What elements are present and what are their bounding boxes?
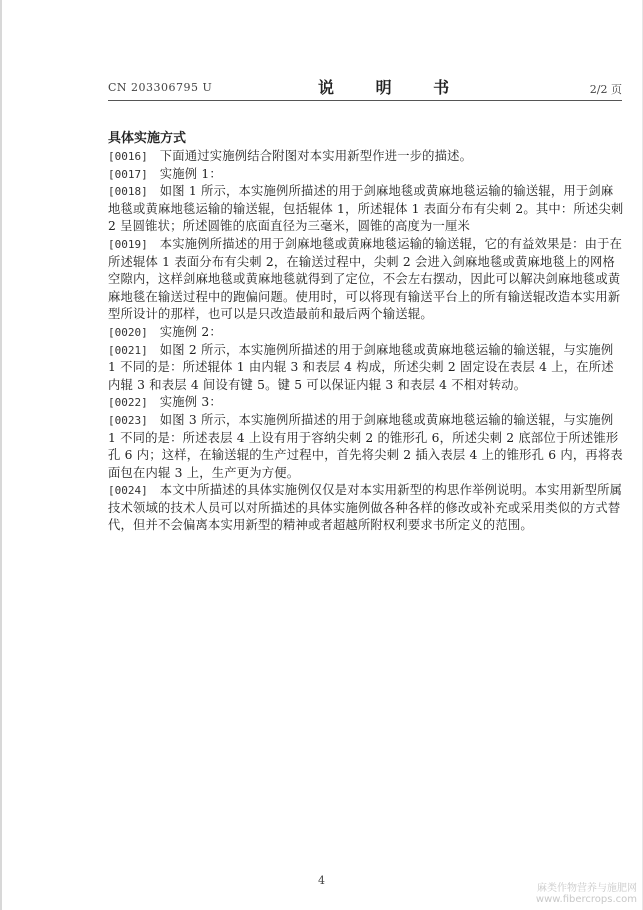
publication-number: CN 203306795 U — [108, 81, 213, 94]
paragraph-text: 实施例 1： — [159, 166, 222, 181]
document-body — [108, 148, 624, 535]
paragraph-text: 实施例 2： — [159, 324, 222, 339]
paragraph-text: 如图 1 所示，本实施例所描述的用于剑麻地毯或黄麻地毯运输的输送辊，用于剑麻地毯或黄麻地毯运输的输送辊，包括辊体 1，所述辊体 1 表面分布有尖刺 2。其中：所述尖刺 2 呈圆锥状；所述圆锥的底面直径为三毫米，圆锥的高度为一厘米 — [108, 184, 624, 234]
paragraph-0016 — [108, 148, 624, 166]
paragraph-text: 实施例 3： — [159, 395, 222, 410]
paragraph-0020 — [108, 324, 624, 342]
paragraph-0024 — [108, 482, 624, 535]
header-divider — [108, 100, 622, 101]
paragraph-text: 如图 2 所示，本实施例所描述的用于剑麻地毯或黄麻地毯运输的输送辊，与实施例 1 不同的是：所述辊体 1 由内辊 3 和表层 4 构成，所述尖刺 2 固定设在表层 4 上，在所述内辊 3 和表层 4 间设有键 5。键 5 可以保证内辊 3 和表层 4 不相对转动。 — [108, 342, 614, 392]
paragraph-number: [0018] — [108, 185, 148, 199]
paragraph-0022 — [108, 394, 624, 412]
paragraph-text: 本实施例所描述的用于剑麻地毯或黄麻地毯运输的输送辊，它的有益效果是：由于在所述辊体 1 表面分布有尖刺 2，在输送过程中，尖刺 2 会进入剑麻地毯或黄麻地毯上的网格空隙内，这样剑麻地毯或黄麻地毯就得到了定位，不会左右摆动，因此可以解决剑麻地毯或黄麻地毯在输送过程中的跑偏问题。使用时，可以将现有输送平台上的所有输送辊改造本实用新型所设计的那样，也可以是只改造最前和最后两个输送辊。 — [108, 236, 623, 322]
paragraph-number: [0022] — [108, 396, 148, 410]
paragraph-0023 — [108, 412, 624, 482]
page-header — [108, 75, 622, 99]
paragraph-number: [0016] — [108, 150, 148, 163]
watermark — [536, 883, 637, 905]
watermark-site-name: 麻类作物营养与施肥网 — [537, 883, 637, 894]
section-heading: 具体实施方式 — [108, 131, 187, 146]
paragraph-number: [0023] — [108, 413, 148, 427]
paragraph-text: 下面通过实施例结合附图对本实用新型作进一步的描述。 — [159, 149, 473, 163]
paragraph-number: [0021] — [108, 343, 148, 357]
document-title: 说 明 书 — [318, 78, 468, 97]
page-number: 4 — [318, 874, 325, 887]
paragraph-number: [0017] — [108, 167, 148, 181]
paragraph-0018 — [108, 183, 624, 236]
paragraph-number: [0020] — [108, 325, 148, 339]
paragraph-0017 — [108, 166, 624, 184]
paragraph-text: 本文中所描述的具体实施例仅仅是对本实用新型的构思作举例说明。本实用新型所属技术领域的技术人员可以对所描述的具体实施例做各种各样的修改或补充或采用类似的方式替代，但并不会偏离本实用新型的精神或者超越所附权利要求书所定义的范围。 — [108, 483, 623, 533]
watermark-url: www.fibercrops.com — [535, 894, 637, 905]
paragraph-number: [0019] — [108, 237, 148, 251]
paragraph-0021 — [108, 342, 624, 395]
page-indicator: 2/2 页 — [589, 83, 622, 96]
paragraph-0019 — [108, 236, 624, 324]
paragraph-number: [0024] — [108, 484, 148, 498]
paragraph-text: 如图 3 所示，本实施例所描述的用于剑麻地毯或黄麻地毯运输的输送辊，与实施例 1 不同的是：所述表层 4 上设有用于容纳尖刺 2 的锥形孔 6，所述尖刺 2 底部位于所述锥形孔 6 内；这样，在输送辊的生产过程中，首先将尖刺 2 插入表层 4 上的锥形孔 6 内，再将表面包在内辊 3 上，生产更为方便。 — [108, 412, 623, 480]
